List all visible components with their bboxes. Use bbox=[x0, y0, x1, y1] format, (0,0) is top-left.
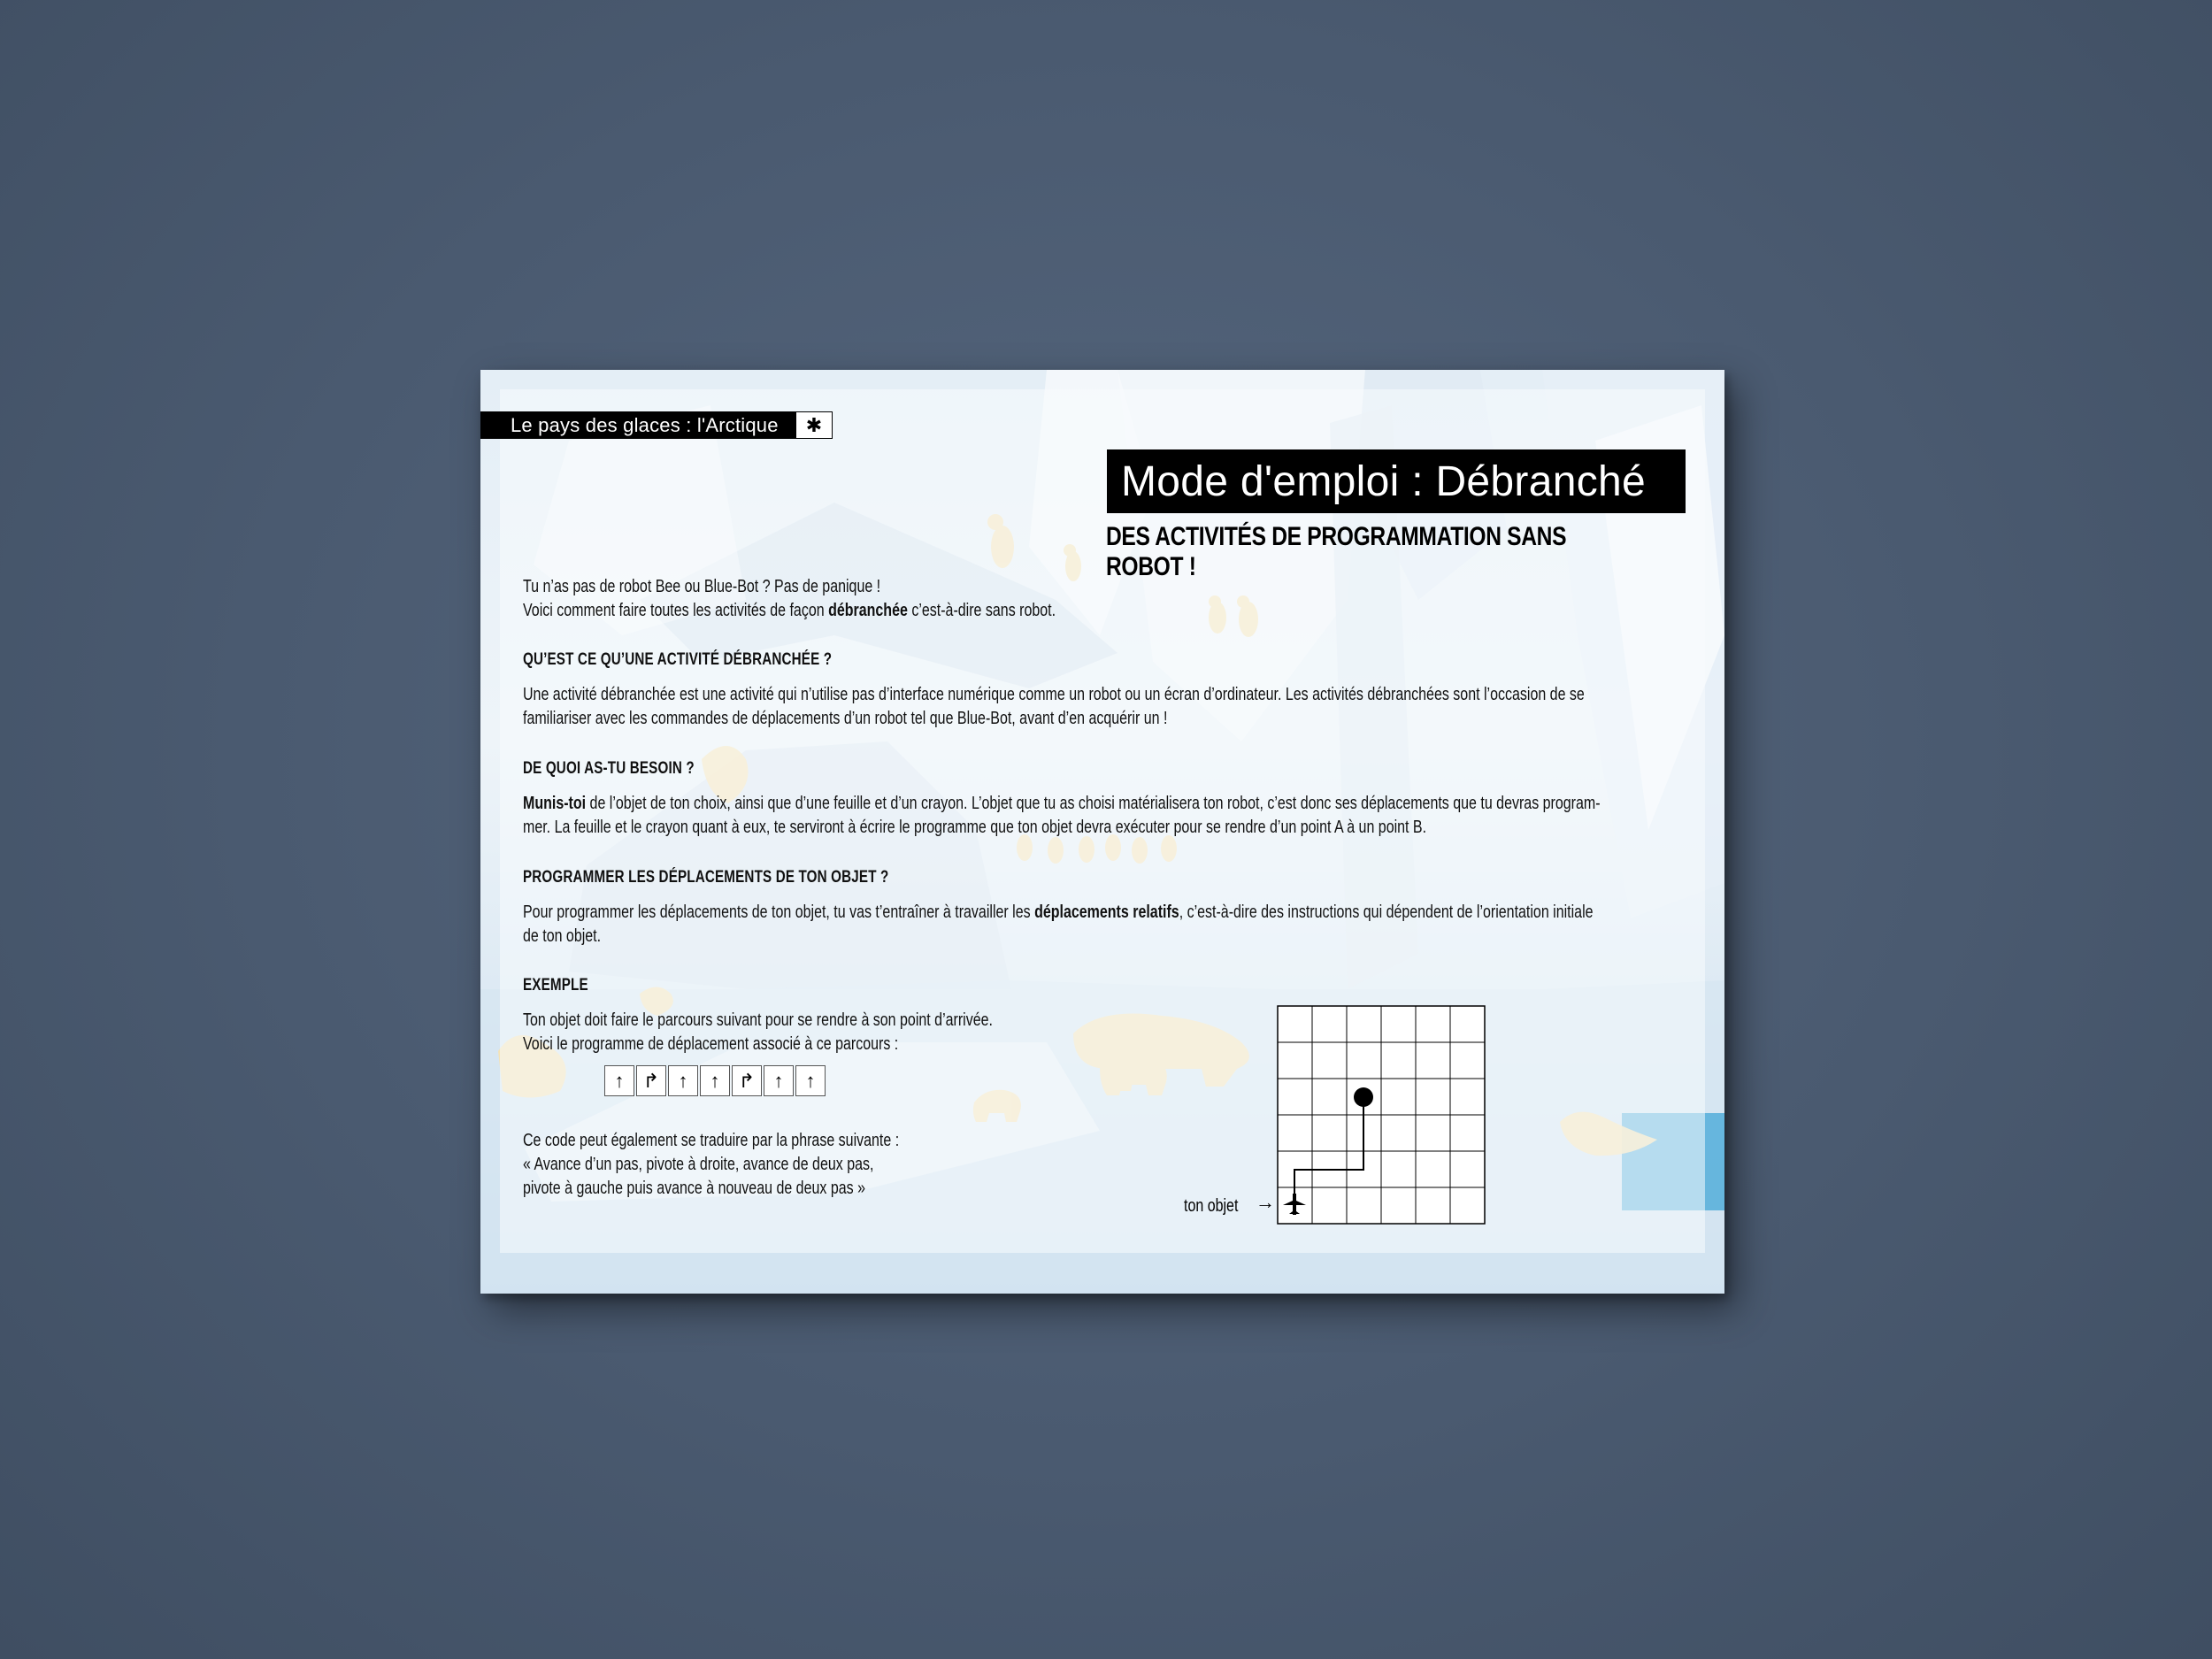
section3-line-2: de ton objet. bbox=[523, 926, 602, 946]
phrase-line-1: « Avance d’un pas, pivote à droite, avance de deux pas, bbox=[523, 1155, 874, 1174]
section3-text-end: , c’est-à-dire des instructions qui dépendent de l’orientation initiale bbox=[1179, 902, 1594, 922]
path-grid bbox=[1277, 1005, 1489, 1226]
page-subtitle: DES ACTIVITÉS DE PROGRAMMATION SANS ROBOT ! bbox=[1106, 522, 1567, 581]
section1-heading: QU’EST CE QU’UNE ACTIVITÉ DÉBRANCHÉE ? bbox=[523, 650, 833, 669]
section3-text: Pour programmer les déplacements de ton objet, tu vas t’entraîner à travailler les bbox=[523, 902, 1035, 922]
intro-paragraph bbox=[523, 575, 1056, 623]
section1-paragraph bbox=[523, 683, 1585, 731]
intro-text-end: c’est-à-dire sans robot. bbox=[907, 601, 1056, 620]
page-title: Mode d'emploi : Débranché bbox=[1121, 457, 1646, 505]
example-paragraph bbox=[523, 1009, 993, 1056]
section3-heading: PROGRAMMER LES DÉPLACEMENTS DE TON OBJET ? bbox=[523, 868, 889, 887]
example-phrase bbox=[523, 1129, 899, 1201]
section3-paragraph bbox=[523, 901, 1594, 949]
phrase-line-2: pivote à gauche puis avance à nouveau de deux pas » bbox=[523, 1179, 865, 1198]
section2-heading: DE QUOI AS-TU BESOIN ? bbox=[523, 759, 695, 778]
gear-icon: ✱ bbox=[795, 411, 833, 439]
page bbox=[480, 370, 1724, 1294]
section2-line-1 bbox=[523, 792, 1601, 816]
example-line-2: Voici le programme de déplacement associé à ce parcours : bbox=[523, 1034, 899, 1054]
section3-line-1 bbox=[523, 901, 1594, 925]
section1-line-2: familiariser avec les commandes de déplacements d’un robot tel que Blue-Bot, avant d’en acquérir un ! bbox=[523, 709, 1168, 728]
section-label: Le pays des glaces : l'Arctique bbox=[511, 413, 779, 436]
example-line-1: Ton objet doit faire le parcours suivant pour se rendre à son point d’arrivée. bbox=[523, 1010, 993, 1030]
object-label: ton objet bbox=[1184, 1196, 1239, 1216]
title-banner bbox=[1107, 449, 1686, 513]
section1-line-1: Une activité débranchée est une activité qui n’utilise pas d’interface numérique comme un robot ou un écran d’ordinateur. Les activités débranchées sont l’occasion de se bbox=[523, 685, 1585, 704]
command-cell: ↱ bbox=[636, 1065, 666, 1096]
command-cell: ↑ bbox=[700, 1065, 730, 1096]
section2-bold-term: Munis-toi bbox=[523, 794, 587, 813]
section2-line-2: mer. La feuille et le crayon quant à eux, te serviront à écrire le programme que ton objet devra exécuter pour se rendre d’un point A à un point B. bbox=[523, 818, 1427, 837]
command-cell: ↑ bbox=[668, 1065, 698, 1096]
section2-paragraph bbox=[523, 792, 1601, 840]
section2-text: de l’objet de ton choix, ainsi que d’une feuille et d’un crayon. L’objet que tu as choisi matérialisera ton robot, c’est donc ses déplacements que tu devras program- bbox=[586, 794, 1601, 813]
example-heading: EXEMPLE bbox=[523, 976, 588, 995]
command-sequence bbox=[604, 1065, 827, 1096]
intro-bold-term: débranchée bbox=[828, 601, 908, 620]
intro-line-1: Tu n’as pas de robot Bee ou Blue-Bot ? Pas de panique ! bbox=[523, 577, 881, 596]
object-arrow: → bbox=[1256, 1191, 1275, 1213]
intro-text: Voici comment faire toutes les activités de façon bbox=[523, 601, 829, 620]
command-cell: ↑ bbox=[795, 1065, 826, 1096]
command-cell: ↑ bbox=[764, 1065, 794, 1096]
intro-line-2 bbox=[523, 599, 1056, 623]
section-header-tag bbox=[480, 411, 833, 439]
section3-bold-term: déplacements relatifs bbox=[1034, 902, 1179, 922]
command-cell: ↑ bbox=[604, 1065, 634, 1096]
arrival-point-icon bbox=[1354, 1087, 1373, 1107]
command-cell: ↱ bbox=[732, 1065, 762, 1096]
booklet bbox=[480, 370, 1724, 1294]
phrase-intro: Ce code peut également se traduire par la phrase suivante : bbox=[523, 1131, 900, 1150]
